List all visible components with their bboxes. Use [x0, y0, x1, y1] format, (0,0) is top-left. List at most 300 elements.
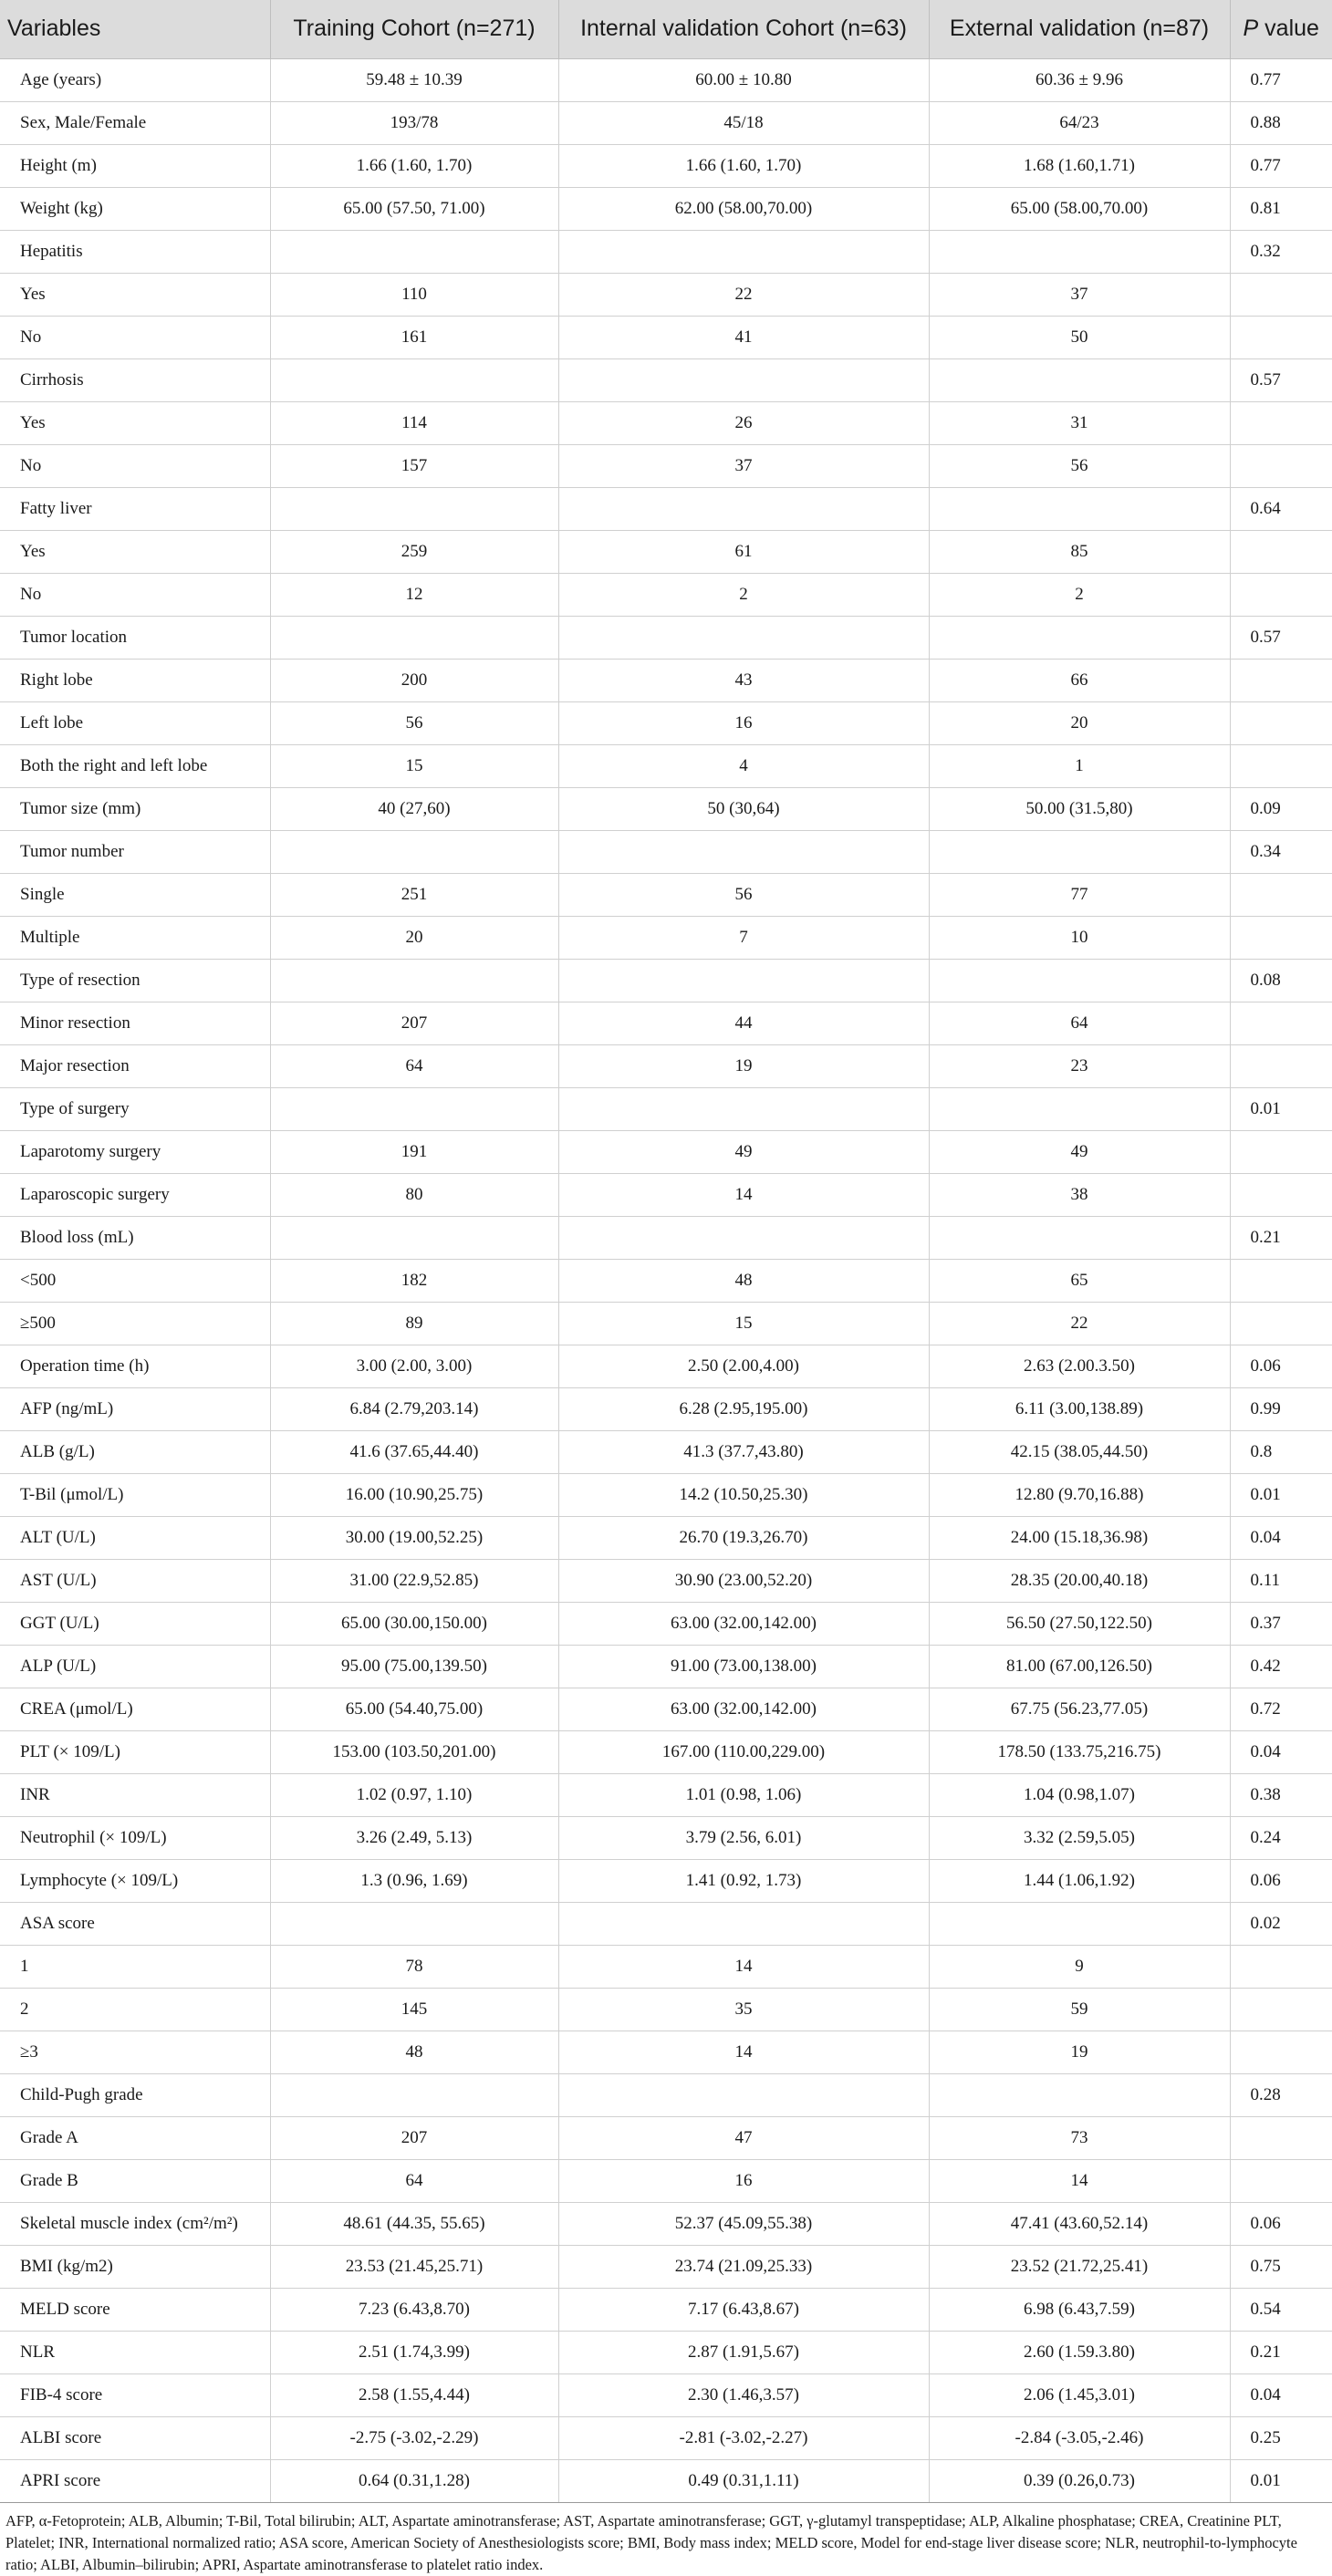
variable-cell: Major resection	[0, 1044, 270, 1087]
training-cell: 65.00 (30.00,150.00)	[270, 1602, 558, 1645]
table-row	[0, 1988, 1332, 2031]
table-row	[0, 2031, 1332, 2073]
training-cell: 30.00 (19.00,52.25)	[270, 1516, 558, 1559]
external-cell: 77	[929, 873, 1230, 916]
training-cell: 0.64 (0.31,1.28)	[270, 2459, 558, 2502]
internal-cell: 0.49 (0.31,1.11)	[558, 2459, 929, 2502]
header-p-letter: P	[1243, 16, 1259, 42]
table-row	[0, 444, 1332, 487]
internal-cell: 41	[558, 316, 929, 358]
variable-cell: PLT (× 109/L)	[0, 1730, 270, 1773]
training-cell: 3.26 (2.49, 5.13)	[270, 1816, 558, 1859]
p-value-cell: 0.21	[1230, 1216, 1332, 1259]
table-row	[0, 2288, 1332, 2331]
p-value-cell	[1230, 659, 1332, 701]
external-cell: 59	[929, 1988, 1230, 2031]
p-value-cell: 0.38	[1230, 1773, 1332, 1816]
internal-cell	[558, 1216, 929, 1259]
training-cell	[270, 616, 558, 659]
variable-cell: Sex, Male/Female	[0, 101, 270, 144]
variable-cell: Left lobe	[0, 701, 270, 744]
external-cell: 38	[929, 1173, 1230, 1216]
variable-cell: Cirrhosis	[0, 358, 270, 401]
p-value-cell	[1230, 444, 1332, 487]
training-cell: 251	[270, 873, 558, 916]
variable-cell: Right lobe	[0, 659, 270, 701]
internal-cell: 60.00 ± 10.80	[558, 58, 929, 101]
training-cell: 41.6 (37.65,44.40)	[270, 1430, 558, 1473]
p-value-cell	[1230, 573, 1332, 616]
table-row	[0, 487, 1332, 530]
table-row	[0, 1087, 1332, 1130]
p-value-cell: 0.77	[1230, 58, 1332, 101]
variable-cell: GGT (U/L)	[0, 1602, 270, 1645]
table-footnote: AFP, α-Fetoprotein; ALB, Albumin; T-Bil, Total bilirubin; ALT, Aspartate aminotransferase; AST, Aspartate aminotransferase; GGT, γ-glutamyl transpeptidase; ALP, Alkaline phosphatase; CREA, Creatinine PLT, Platelet; INR, International normalized ratio; ASA score, American Society of Anesthesiologists score; BMI, Body mass index; MELD score, Model for end-stage liver disease score; NLR, neutrophil-to-lymphocyte ratio; ALBI, Albumin–bilirubin; APRI, Aspartate aminotransferase to platelet ratio index.	[5, 2511, 1297, 2573]
variable-cell: INR	[0, 1773, 270, 1816]
table-row	[0, 1945, 1332, 1988]
training-cell: 157	[270, 444, 558, 487]
variable-cell: Skeletal muscle index (cm²/m²)	[0, 2202, 270, 2245]
table-row	[0, 358, 1332, 401]
external-cell: 0.39 (0.26,0.73)	[929, 2459, 1230, 2502]
external-cell: 64/23	[929, 101, 1230, 144]
internal-cell: 14	[558, 1945, 929, 1988]
variable-cell: 1	[0, 1945, 270, 1988]
variable-cell: Lymphocyte (× 109/L)	[0, 1859, 270, 1902]
table-row	[0, 230, 1332, 273]
training-cell: 3.00 (2.00, 3.00)	[270, 1345, 558, 1387]
variable-cell: 2	[0, 1988, 270, 2031]
external-cell: 1.68 (1.60,1.71)	[929, 144, 1230, 187]
header-row	[0, 0, 1332, 58]
external-cell: 73	[929, 2116, 1230, 2159]
internal-cell	[558, 830, 929, 873]
variable-cell: Weight (kg)	[0, 187, 270, 230]
table-row	[0, 1602, 1332, 1645]
training-cell: 20	[270, 916, 558, 959]
variable-cell: Grade B	[0, 2159, 270, 2202]
p-value-cell: 0.06	[1230, 1859, 1332, 1902]
training-cell	[270, 1216, 558, 1259]
internal-cell	[558, 959, 929, 1002]
external-cell: 60.36 ± 9.96	[929, 58, 1230, 101]
p-value-cell: 0.04	[1230, 1730, 1332, 1773]
external-cell: 22	[929, 1302, 1230, 1345]
internal-cell: 16	[558, 2159, 929, 2202]
table-row	[0, 830, 1332, 873]
external-cell: 85	[929, 530, 1230, 573]
internal-cell: 4	[558, 744, 929, 787]
p-value-cell: 0.54	[1230, 2288, 1332, 2331]
p-value-cell: 0.02	[1230, 1902, 1332, 1945]
external-cell: 14	[929, 2159, 1230, 2202]
internal-cell: 48	[558, 1259, 929, 1302]
p-value-cell	[1230, 401, 1332, 444]
training-cell: 7.23 (6.43,8.70)	[270, 2288, 558, 2331]
external-cell: 42.15 (38.05,44.50)	[929, 1430, 1230, 1473]
variable-cell: Tumor number	[0, 830, 270, 873]
p-value-cell	[1230, 1302, 1332, 1345]
header-variables: Variables	[0, 0, 270, 58]
internal-cell	[558, 230, 929, 273]
external-cell: 23.52 (21.72,25.41)	[929, 2245, 1230, 2288]
table-row	[0, 101, 1332, 144]
internal-cell: -2.81 (-3.02,-2.27)	[558, 2416, 929, 2459]
external-cell	[929, 616, 1230, 659]
training-cell: 40 (27,60)	[270, 787, 558, 830]
external-cell: -2.84 (-3.05,-2.46)	[929, 2416, 1230, 2459]
variable-cell: Type of surgery	[0, 1087, 270, 1130]
table-row	[0, 316, 1332, 358]
table-row	[0, 701, 1332, 744]
internal-cell: 47	[558, 2116, 929, 2159]
variable-cell: Operation time (h)	[0, 1345, 270, 1387]
variable-cell: ≥500	[0, 1302, 270, 1345]
training-cell: 114	[270, 401, 558, 444]
training-cell: 153.00 (103.50,201.00)	[270, 1730, 558, 1773]
external-cell: 19	[929, 2031, 1230, 2073]
training-cell	[270, 1902, 558, 1945]
header-p-value	[1230, 0, 1332, 58]
p-value-cell: 0.09	[1230, 787, 1332, 830]
training-cell	[270, 959, 558, 1002]
variable-cell: Single	[0, 873, 270, 916]
p-value-cell	[1230, 1945, 1332, 1988]
header-p-suffix: value	[1258, 16, 1319, 42]
table-row	[0, 744, 1332, 787]
p-value-cell: 0.75	[1230, 2245, 1332, 2288]
training-cell: 191	[270, 1130, 558, 1173]
p-value-cell: 0.42	[1230, 1645, 1332, 1688]
p-value-cell: 0.04	[1230, 1516, 1332, 1559]
p-value-cell: 0.28	[1230, 2073, 1332, 2116]
p-value-cell: 0.11	[1230, 1559, 1332, 1602]
variable-cell: Yes	[0, 530, 270, 573]
table-row	[0, 2159, 1332, 2202]
p-value-cell: 0.81	[1230, 187, 1332, 230]
p-value-cell: 0.64	[1230, 487, 1332, 530]
internal-cell: 50 (30,64)	[558, 787, 929, 830]
training-cell: 48.61 (44.35, 55.65)	[270, 2202, 558, 2245]
training-cell: 207	[270, 2116, 558, 2159]
internal-cell: 26.70 (19.3,26.70)	[558, 1516, 929, 1559]
internal-cell: 30.90 (23.00,52.20)	[558, 1559, 929, 1602]
training-cell: 64	[270, 2159, 558, 2202]
p-value-cell	[1230, 744, 1332, 787]
variable-cell: Type of resection	[0, 959, 270, 1002]
internal-cell: 3.79 (2.56, 6.01)	[558, 1816, 929, 1859]
external-cell	[929, 487, 1230, 530]
training-cell: 48	[270, 2031, 558, 2073]
variable-cell: APRI score	[0, 2459, 270, 2502]
p-value-cell: 0.99	[1230, 1387, 1332, 1430]
variable-cell: Fatty liver	[0, 487, 270, 530]
table-row	[0, 2331, 1332, 2373]
external-cell: 66	[929, 659, 1230, 701]
external-cell: 2	[929, 573, 1230, 616]
table-row	[0, 58, 1332, 101]
external-cell	[929, 830, 1230, 873]
external-cell: 37	[929, 273, 1230, 316]
training-cell: 56	[270, 701, 558, 744]
internal-cell: 37	[558, 444, 929, 487]
table-row	[0, 1216, 1332, 1259]
p-value-cell	[1230, 2116, 1332, 2159]
p-value-cell: 0.32	[1230, 230, 1332, 273]
variable-cell: Grade A	[0, 2116, 270, 2159]
internal-cell: 1.66 (1.60, 1.70)	[558, 144, 929, 187]
external-cell: 6.11 (3.00,138.89)	[929, 1387, 1230, 1430]
internal-cell: 35	[558, 1988, 929, 2031]
external-cell: 47.41 (43.60,52.14)	[929, 2202, 1230, 2245]
internal-cell: 61	[558, 530, 929, 573]
header-internal-validation: Internal validation Cohort (n=63)	[558, 0, 929, 58]
table-row	[0, 1859, 1332, 1902]
training-cell: 6.84 (2.79,203.14)	[270, 1387, 558, 1430]
variable-cell: ALT (U/L)	[0, 1516, 270, 1559]
p-value-cell	[1230, 1988, 1332, 2031]
p-value-cell: 0.57	[1230, 616, 1332, 659]
p-value-cell: 0.01	[1230, 1087, 1332, 1130]
table-row	[0, 1387, 1332, 1430]
p-value-cell: 0.21	[1230, 2331, 1332, 2373]
p-value-cell: 0.01	[1230, 2459, 1332, 2502]
p-value-cell: 0.08	[1230, 959, 1332, 1002]
external-cell: 178.50 (133.75,216.75)	[929, 1730, 1230, 1773]
training-cell: -2.75 (-3.02,-2.29)	[270, 2416, 558, 2459]
header-external-validation: External validation (n=87)	[929, 0, 1230, 58]
internal-cell	[558, 2073, 929, 2116]
external-cell: 1.04 (0.98,1.07)	[929, 1773, 1230, 1816]
internal-cell	[558, 1902, 929, 1945]
variable-cell: ALB (g/L)	[0, 1430, 270, 1473]
p-value-cell: 0.25	[1230, 2416, 1332, 2459]
external-cell	[929, 1216, 1230, 1259]
internal-cell: 2.30 (1.46,3.57)	[558, 2373, 929, 2416]
training-cell: 15	[270, 744, 558, 787]
table-row	[0, 1730, 1332, 1773]
p-value-cell: 0.72	[1230, 1688, 1332, 1730]
p-value-cell	[1230, 530, 1332, 573]
table-row	[0, 873, 1332, 916]
external-cell: 1	[929, 744, 1230, 787]
external-cell: 23	[929, 1044, 1230, 1087]
table-row	[0, 1559, 1332, 1602]
table-row	[0, 659, 1332, 701]
training-cell: 207	[270, 1002, 558, 1044]
training-cell: 110	[270, 273, 558, 316]
internal-cell: 19	[558, 1044, 929, 1087]
training-cell: 65.00 (57.50, 71.00)	[270, 187, 558, 230]
p-value-cell	[1230, 2031, 1332, 2073]
table-row	[0, 2245, 1332, 2288]
external-cell: 65	[929, 1259, 1230, 1302]
table-row	[0, 144, 1332, 187]
external-cell: 49	[929, 1130, 1230, 1173]
p-value-cell	[1230, 1130, 1332, 1173]
variable-cell: No	[0, 316, 270, 358]
training-cell: 2.51 (1.74,3.99)	[270, 2331, 558, 2373]
internal-cell	[558, 616, 929, 659]
external-cell: 50	[929, 316, 1230, 358]
variable-cell: Age (years)	[0, 58, 270, 101]
variable-cell: No	[0, 573, 270, 616]
p-value-cell: 0.06	[1230, 1345, 1332, 1387]
variable-cell: T-Bil (μmol/L)	[0, 1473, 270, 1516]
p-value-cell: 0.06	[1230, 2202, 1332, 2245]
external-cell	[929, 959, 1230, 1002]
p-value-cell	[1230, 701, 1332, 744]
external-cell	[929, 2073, 1230, 2116]
table-row	[0, 187, 1332, 230]
internal-cell: 44	[558, 1002, 929, 1044]
internal-cell: 49	[558, 1130, 929, 1173]
table-row	[0, 573, 1332, 616]
external-cell: 2.60 (1.59.3.80)	[929, 2331, 1230, 2373]
internal-cell: 2.87 (1.91,5.67)	[558, 2331, 929, 2373]
p-value-cell	[1230, 1173, 1332, 1216]
training-cell: 182	[270, 1259, 558, 1302]
variable-cell: CREA (μmol/L)	[0, 1688, 270, 1730]
p-value-cell	[1230, 2159, 1332, 2202]
external-cell	[929, 358, 1230, 401]
training-cell: 59.48 ± 10.39	[270, 58, 558, 101]
internal-cell: 15	[558, 1302, 929, 1345]
internal-cell: 22	[558, 273, 929, 316]
header-training-cohort: Training Cohort (n=271)	[270, 0, 558, 58]
training-cell: 95.00 (75.00,139.50)	[270, 1645, 558, 1688]
variable-cell: AFP (ng/mL)	[0, 1387, 270, 1430]
variable-cell: <500	[0, 1259, 270, 1302]
variable-cell: Blood loss (mL)	[0, 1216, 270, 1259]
internal-cell: 14	[558, 2031, 929, 2073]
variable-cell: Minor resection	[0, 1002, 270, 1044]
variable-cell: Height (m)	[0, 144, 270, 187]
table-row	[0, 1002, 1332, 1044]
internal-cell: 91.00 (73.00,138.00)	[558, 1645, 929, 1688]
variable-cell: Neutrophil (× 109/L)	[0, 1816, 270, 1859]
training-cell: 193/78	[270, 101, 558, 144]
internal-cell	[558, 358, 929, 401]
variable-cell: BMI (kg/m2)	[0, 2245, 270, 2288]
training-cell: 1.3 (0.96, 1.69)	[270, 1859, 558, 1902]
internal-cell: 7.17 (6.43,8.67)	[558, 2288, 929, 2331]
external-cell: 50.00 (31.5,80)	[929, 787, 1230, 830]
internal-cell: 2.50 (2.00,4.00)	[558, 1345, 929, 1387]
table-row	[0, 2116, 1332, 2159]
internal-cell: 1.01 (0.98, 1.06)	[558, 1773, 929, 1816]
external-cell	[929, 1902, 1230, 1945]
p-value-cell	[1230, 273, 1332, 316]
p-value-cell	[1230, 1002, 1332, 1044]
p-value-cell	[1230, 1259, 1332, 1302]
external-cell: 64	[929, 1002, 1230, 1044]
variable-cell: Both the right and left lobe	[0, 744, 270, 787]
internal-cell: 6.28 (2.95,195.00)	[558, 1387, 929, 1430]
training-cell: 31.00 (22.9,52.85)	[270, 1559, 558, 1602]
p-value-cell	[1230, 873, 1332, 916]
table-row	[0, 1302, 1332, 1345]
internal-cell	[558, 487, 929, 530]
table-row	[0, 1816, 1332, 1859]
p-value-cell	[1230, 916, 1332, 959]
training-cell: 64	[270, 1044, 558, 1087]
table-row	[0, 1516, 1332, 1559]
external-cell: 81.00 (67.00,126.50)	[929, 1645, 1230, 1688]
p-value-cell: 0.37	[1230, 1602, 1332, 1645]
internal-cell: 26	[558, 401, 929, 444]
table-row	[0, 1473, 1332, 1516]
table-row	[0, 273, 1332, 316]
internal-cell: 14.2 (10.50,25.30)	[558, 1473, 929, 1516]
external-cell: 3.32 (2.59,5.05)	[929, 1816, 1230, 1859]
training-cell: 78	[270, 1945, 558, 1988]
table-row	[0, 1345, 1332, 1387]
internal-cell: 167.00 (110.00,229.00)	[558, 1730, 929, 1773]
training-cell: 1.66 (1.60, 1.70)	[270, 144, 558, 187]
variable-cell: Laparoscopic surgery	[0, 1173, 270, 1216]
external-cell: 28.35 (20.00,40.18)	[929, 1559, 1230, 1602]
table-row	[0, 2073, 1332, 2116]
internal-cell: 41.3 (37.7,43.80)	[558, 1430, 929, 1473]
table-row	[0, 2459, 1332, 2502]
training-cell	[270, 487, 558, 530]
variable-cell: MELD score	[0, 2288, 270, 2331]
variable-cell: Yes	[0, 401, 270, 444]
training-cell: 16.00 (10.90,25.75)	[270, 1473, 558, 1516]
variable-cell: No	[0, 444, 270, 487]
training-cell: 259	[270, 530, 558, 573]
external-cell: 24.00 (15.18,36.98)	[929, 1516, 1230, 1559]
training-cell: 80	[270, 1173, 558, 1216]
variable-cell: Yes	[0, 273, 270, 316]
training-cell: 2.58 (1.55,4.44)	[270, 2373, 558, 2416]
table-row	[0, 1259, 1332, 1302]
internal-cell: 52.37 (45.09,55.38)	[558, 2202, 929, 2245]
external-cell: 6.98 (6.43,7.59)	[929, 2288, 1230, 2331]
p-value-cell	[1230, 1044, 1332, 1087]
external-cell	[929, 1087, 1230, 1130]
p-value-cell: 0.88	[1230, 101, 1332, 144]
variable-cell: AST (U/L)	[0, 1559, 270, 1602]
training-cell	[270, 2073, 558, 2116]
training-cell: 161	[270, 316, 558, 358]
table-row	[0, 1773, 1332, 1816]
internal-cell: 63.00 (32.00,142.00)	[558, 1688, 929, 1730]
external-cell: 1.44 (1.06,1.92)	[929, 1859, 1230, 1902]
variable-cell: Hepatitis	[0, 230, 270, 273]
external-cell: 10	[929, 916, 1230, 959]
table-row	[0, 959, 1332, 1002]
table-row	[0, 530, 1332, 573]
training-cell: 89	[270, 1302, 558, 1345]
p-value-cell: 0.34	[1230, 830, 1332, 873]
internal-cell: 56	[558, 873, 929, 916]
external-cell: 67.75 (56.23,77.05)	[929, 1688, 1230, 1730]
external-cell: 56	[929, 444, 1230, 487]
p-value-cell: 0.04	[1230, 2373, 1332, 2416]
internal-cell: 1.41 (0.92, 1.73)	[558, 1859, 929, 1902]
table-row	[0, 616, 1332, 659]
training-cell: 145	[270, 1988, 558, 2031]
variable-cell: Child-Pugh grade	[0, 2073, 270, 2116]
external-cell	[929, 230, 1230, 273]
p-value-cell: 0.77	[1230, 144, 1332, 187]
external-cell: 56.50 (27.50,122.50)	[929, 1602, 1230, 1645]
training-cell: 200	[270, 659, 558, 701]
internal-cell: 43	[558, 659, 929, 701]
table-row	[0, 1688, 1332, 1730]
